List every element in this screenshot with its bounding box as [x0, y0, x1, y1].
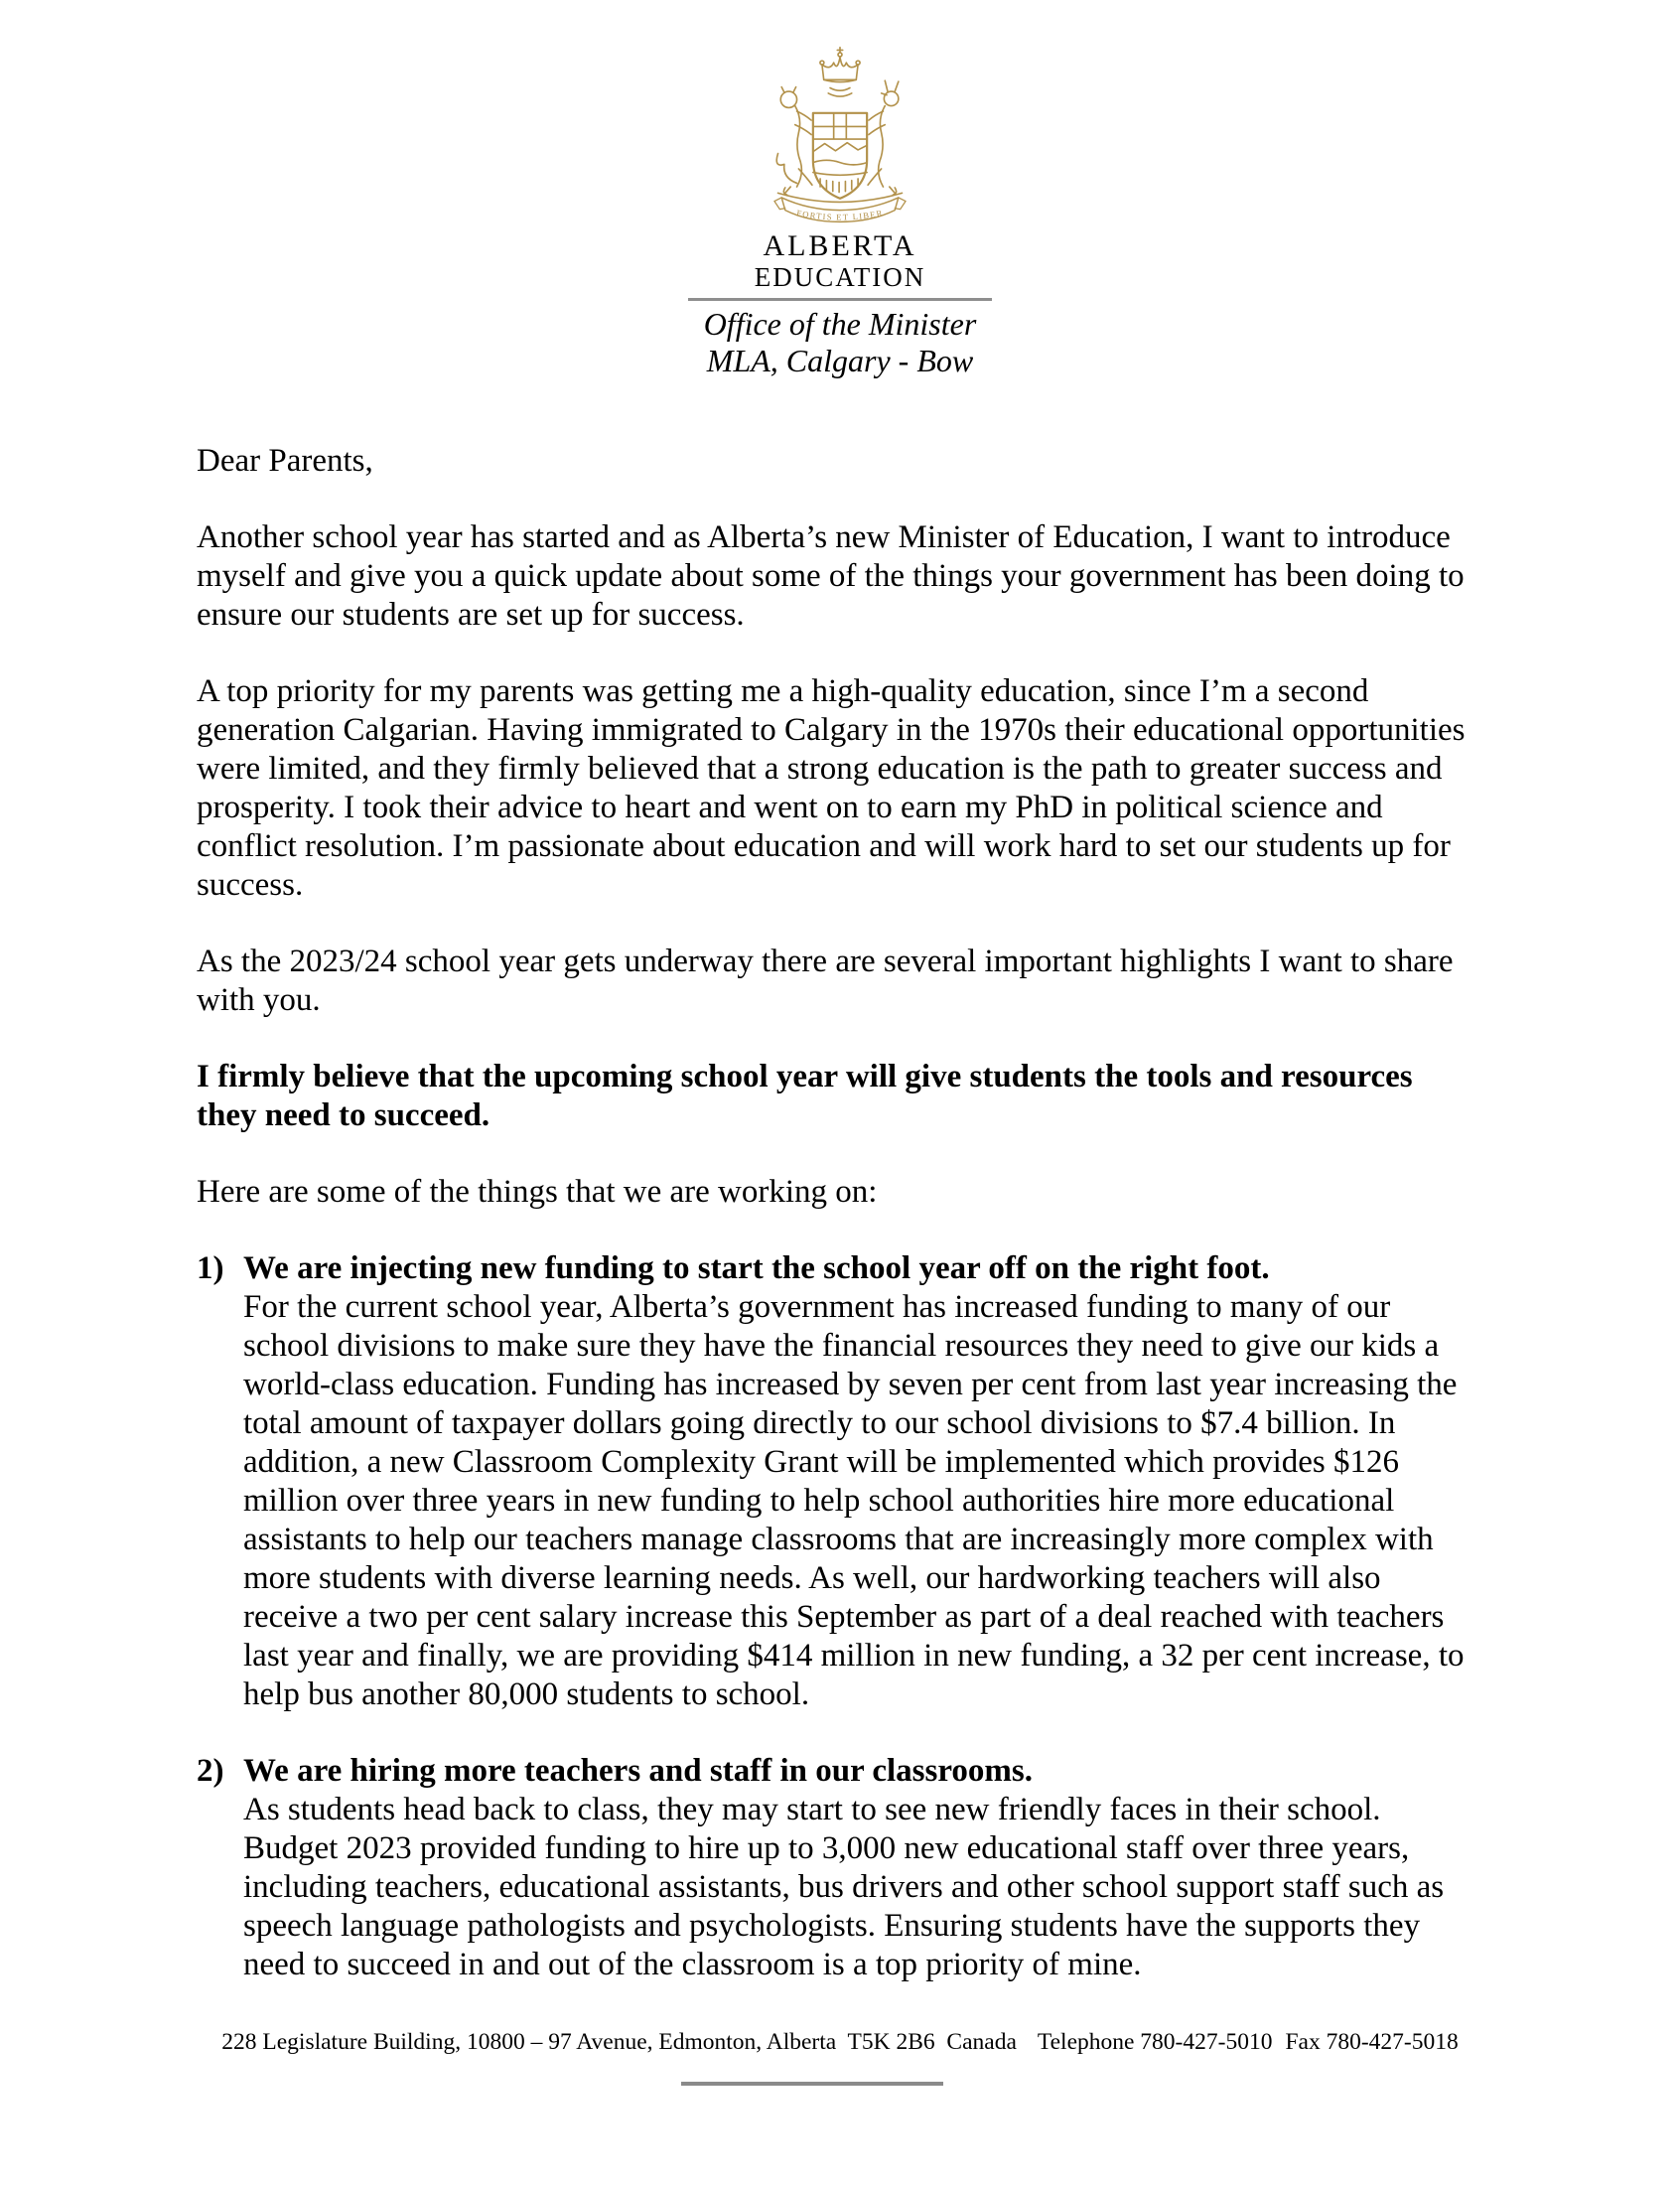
footer — [0, 2028, 1680, 2056]
paragraph-intro: Another school year has started and as Alberta’s new Minister of Education, I want to introduce myself and give you a quick update about some of the things your government has been doing to ensure our students are set up for success. — [197, 519, 1465, 633]
paragraph-background: A top priority for my parents was getting me a high-quality education, since I’m a second generation Calgarian. Having immigrated to Calgary in the 1970s their educational opportunities were limited, and they firmly believed that a strong education is the path to greater success and prosperity. I took their advice to heart and went on to earn my PhD in political science and conflict resolution. I’m passionate about education and will work hard to set our students up for success. — [197, 673, 1466, 903]
list-item-1-body: For the current school year, Alberta’s government has increased funding to many of our school divisions to make sure they have the financial resources they need to give our kids a world-class education. Funding has increased by seven per cent from last year increasing the total amount of taxpayer dollars going directly to our school divisions to $7.4 billion. In addition, a new Classroom Complexity Grant will be implemented which provides $126 million over three years in new funding to help school authorities hire more educational assistants to help our teachers manage classrooms that are increasingly more complex with more students with diverse learning needs. As well, our hardworking teachers will also receive a two per cent salary increase this September as part of a deal reached with teachers last year and finally, we are providing $414 million in new funding, a 32 per cent increase, to help bus another 80,000 students to school. — [243, 1289, 1465, 1712]
footer-fax: Fax 780-427-5018 — [1285, 2029, 1459, 2055]
list-item-1 — [197, 1249, 1473, 1714]
list-item-1-heading: We are injecting new funding to start the school year off on the right foot. — [243, 1250, 1270, 1286]
list-item-2-body: As students head back to class, they may start to see new friendly faces in their school. Budget 2023 provided funding to hire up to 3,000 new educational staff over three years, including teachers, educational assistants, bus drivers and other school support staff such as speech language pathologists and psychologists. Ensuring students have the supports they need to succeed in and out of the classroom is a top priority of mine. — [243, 1792, 1445, 1982]
org-name-alberta: ALBERTA — [763, 229, 917, 262]
footer-telephone: Telephone 780-427-5010 — [1037, 2029, 1273, 2055]
letterhead — [0, 42, 1680, 379]
crest-motto: FORTIS ET LIBER — [795, 208, 885, 222]
list-item-2-number: 2) — [197, 1753, 224, 1789]
list-intro: Here are some of the things that we are working on: — [197, 1174, 878, 1210]
bold-statement: I firmly believe that the upcoming school year will give students the tools and resources they need to succeed. — [197, 1059, 1413, 1133]
footer-divider — [681, 2082, 943, 2086]
letterhead-divider — [688, 298, 992, 301]
office-riding: MLA, Calgary - Bow — [706, 343, 974, 378]
list-item-2 — [197, 1752, 1473, 1984]
letter-body — [197, 442, 1473, 2022]
office-title: Office of the Minister — [703, 306, 977, 342]
list-item-1-number: 1) — [197, 1250, 224, 1286]
paragraph-highlights: As the 2023/24 school year gets underway there are several important highlights I want to share with you. — [197, 944, 1454, 1018]
org-name-education: EDUCATION — [754, 262, 926, 292]
list-item-2-heading: We are hiring more teachers and staff in our classrooms. — [243, 1753, 1033, 1789]
alberta-coat-of-arms-icon — [755, 42, 925, 228]
salutation: Dear Parents, — [197, 443, 373, 479]
footer-address: 228 Legislature Building, 10800 – 97 Avenue, Edmonton, Alberta T5K 2B6 Canada — [221, 2029, 1017, 2055]
